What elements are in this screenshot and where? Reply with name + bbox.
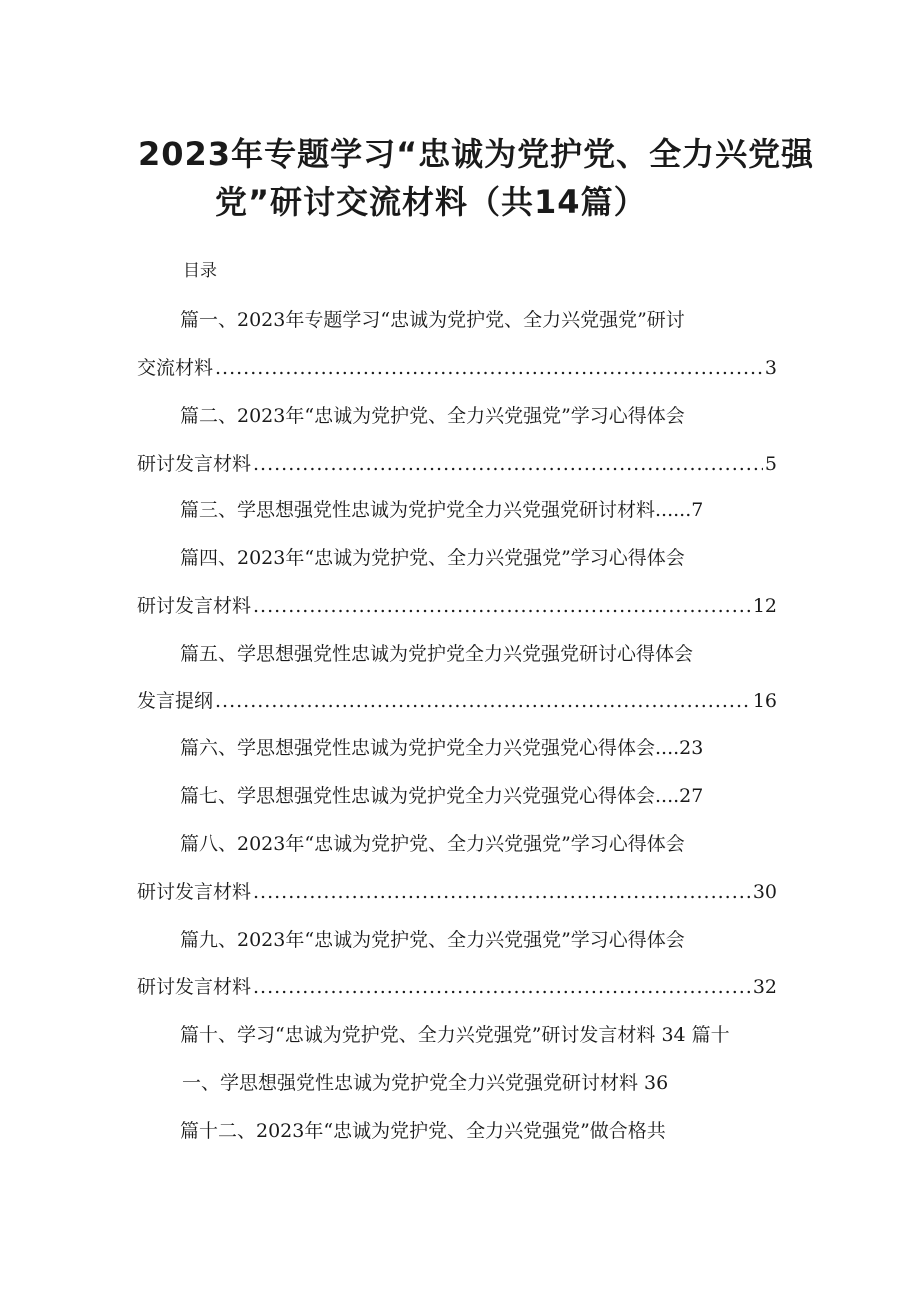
dot-leader — [253, 450, 763, 478]
toc-entry-4-line-1: 篇四、2023年“忠诚为党护党、全力兴党强党”学习心得体会 — [180, 547, 685, 569]
toc-entry-1-page: 3 — [764, 357, 777, 379]
toc-entry-10: 篇十、学习“忠诚为党护党、全力兴党强党”研讨发言材料 34 篇十 — [180, 1024, 730, 1046]
toc-entry-2-line-2 — [137, 450, 777, 478]
toc-entry-5-line-1: 篇五、学思想强党性忠诚为党护党全力兴党强党研讨心得体会 — [180, 643, 694, 665]
toc-entry-2-line-1: 篇二、2023年“忠诚为党护党、全力兴党强党”学习心得体会 — [180, 405, 685, 427]
toc-entry-2-text: 研讨发言材料 — [137, 453, 252, 475]
toc-entry-8-page: 30 — [752, 881, 777, 903]
toc-entry-5-line-2 — [137, 687, 777, 715]
toc-entry-11: 一、学思想强党性忠诚为党护党全力兴党强党研讨材料 36 — [182, 1072, 669, 1094]
toc-entry-4-line-2 — [137, 592, 777, 620]
toc-entry-9-page: 32 — [752, 976, 777, 998]
toc-entry-5-text: 发言提纲 — [137, 690, 214, 712]
dot-leader — [253, 973, 751, 1001]
title-line-2: 党”研讨交流材料（共14篇） — [215, 183, 647, 221]
title-line-1: 2023年专题学习“忠诚为党护党、全力兴党强 — [138, 135, 815, 173]
document-title — [120, 130, 815, 226]
toc-entry-3: 篇三、学思想强党性忠诚为党护党全力兴党强党研讨材料......7 — [180, 499, 704, 521]
toc-entry-5-page: 16 — [752, 690, 777, 712]
toc-entry-7: 篇七、学思想强党性忠诚为党护党全力兴党强党心得体会....27 — [180, 785, 704, 807]
toc-entry-1-line-1: 篇一、2023年专题学习“忠诚为党护党、全力兴党强党”研讨 — [180, 309, 685, 331]
toc-entry-1-text: 交流材料 — [137, 357, 214, 379]
toc-entry-9-line-2 — [137, 973, 777, 1001]
toc-entry-4-text: 研讨发言材料 — [137, 595, 252, 617]
dot-leader — [215, 687, 751, 715]
toc-entry-1-line-2 — [137, 354, 777, 382]
dot-leader — [215, 354, 763, 382]
toc-heading: 目录 — [183, 261, 217, 281]
toc-entry-8-line-1: 篇八、2023年“忠诚为党护党、全力兴党强党”学习心得体会 — [180, 833, 685, 855]
toc-entry-9-text: 研讨发言材料 — [137, 976, 252, 998]
toc-entry-8-line-2 — [137, 878, 777, 906]
toc-entry-12: 篇十二、2023年“忠诚为党护党、全力兴党强党”做合格共 — [180, 1120, 666, 1142]
toc-entry-2-page: 5 — [764, 453, 777, 475]
toc-entry-4-page: 12 — [752, 595, 777, 617]
dot-leader — [253, 878, 751, 906]
dot-leader — [253, 592, 751, 620]
toc-entry-9-line-1: 篇九、2023年“忠诚为党护党、全力兴党强党”学习心得体会 — [180, 929, 685, 951]
toc-entry-6: 篇六、学思想强党性忠诚为党护党全力兴党强党心得体会....23 — [180, 737, 704, 759]
toc-entry-8-text: 研讨发言材料 — [137, 881, 252, 903]
